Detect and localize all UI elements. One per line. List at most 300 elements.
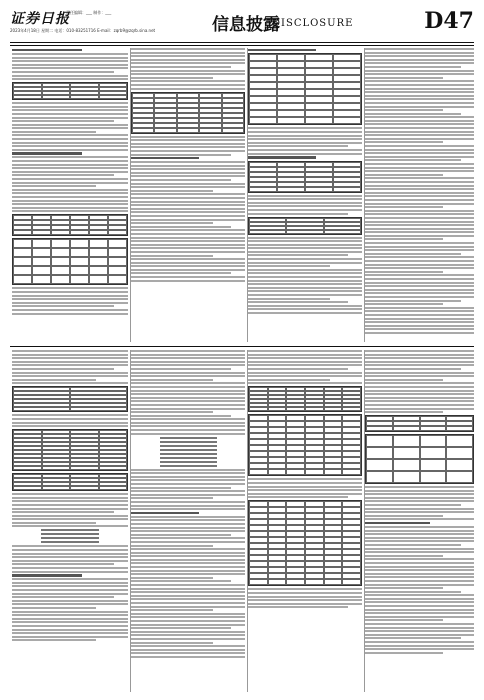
table-cell (446, 459, 473, 471)
text-line (365, 569, 474, 571)
text-line (365, 203, 474, 205)
table-cell (286, 230, 323, 234)
table-cell (305, 54, 333, 61)
text-line (12, 302, 128, 304)
text-line (12, 422, 128, 424)
text-line (248, 209, 362, 211)
table-cell (108, 266, 127, 275)
text-line (365, 379, 443, 381)
text-line (131, 80, 245, 82)
text-line (365, 612, 474, 614)
table-cell (420, 435, 447, 447)
text-line (365, 530, 474, 532)
table-cell (13, 266, 32, 275)
middle-divider (10, 346, 474, 347)
table-cell (249, 187, 277, 192)
text-line (131, 602, 245, 604)
text-line (365, 619, 443, 621)
text-line (131, 201, 245, 203)
table-cell (324, 407, 343, 411)
text-line (131, 143, 245, 145)
text-line (248, 145, 348, 147)
table-cell (70, 257, 89, 266)
text-line (12, 578, 128, 580)
table-cell (13, 407, 70, 411)
text-line (365, 587, 443, 589)
table-cell (108, 239, 127, 248)
text-line (365, 591, 461, 593)
text-line (131, 150, 245, 152)
text-line (365, 540, 474, 542)
table-cell (13, 95, 42, 99)
text-line (131, 541, 245, 543)
text-line (131, 577, 213, 579)
text-line (131, 190, 213, 192)
text-line (248, 599, 362, 601)
text-line (365, 170, 474, 172)
table-cell (305, 89, 333, 96)
table-cell (277, 75, 305, 82)
text-line (12, 298, 128, 300)
text-line (131, 483, 245, 485)
text-line (131, 386, 245, 388)
table-cell (13, 275, 32, 284)
text-line (365, 533, 474, 535)
text-line (365, 188, 474, 190)
table-cell (333, 75, 361, 82)
text-line (365, 645, 474, 647)
text-line (365, 361, 474, 363)
text-line (131, 613, 245, 615)
formula-line (160, 441, 217, 443)
table-cell (420, 459, 447, 471)
header-rule-thin (10, 45, 474, 46)
text-line (365, 256, 474, 258)
text-line (12, 357, 128, 359)
text-line (365, 52, 474, 54)
text-line (248, 127, 362, 129)
text-line (365, 62, 474, 64)
text-line (365, 292, 474, 294)
text-line (131, 364, 245, 366)
table-cell (333, 61, 361, 68)
table-cell (305, 469, 324, 475)
text-line (131, 52, 245, 54)
text-line (365, 138, 474, 140)
article-top-col-2 (131, 48, 245, 342)
text-line (12, 60, 128, 62)
text-line (365, 156, 474, 158)
table-cell (277, 117, 305, 124)
text-line (12, 508, 128, 510)
text-line (365, 238, 443, 240)
table-cell (222, 128, 244, 133)
text-line (131, 548, 245, 550)
text-line (12, 203, 128, 205)
table-cell (333, 54, 361, 61)
text-line (365, 354, 474, 356)
text-line (12, 53, 128, 55)
table-cell (286, 469, 305, 475)
table-cell (13, 257, 32, 266)
text-line (12, 196, 128, 198)
text-line (131, 136, 245, 138)
text-line (131, 469, 245, 471)
text-line (12, 64, 128, 66)
article-top-col-4 (365, 48, 474, 342)
text-line (131, 233, 245, 235)
text-line (365, 113, 461, 115)
text-line (248, 202, 362, 204)
text-line (365, 260, 474, 262)
text-line (131, 418, 245, 420)
table-cell (277, 54, 305, 61)
text-line (131, 354, 245, 356)
text-line (12, 621, 128, 623)
table-cell (70, 466, 99, 470)
table-cell (277, 96, 305, 103)
table-cell (366, 426, 393, 431)
text-line (131, 397, 245, 399)
text-line (365, 123, 474, 125)
table-cell (393, 447, 420, 459)
text-line (248, 298, 330, 300)
column-divider (247, 350, 248, 692)
table-cell (13, 239, 32, 248)
table-cell (108, 248, 127, 257)
text-line (12, 560, 128, 562)
table-cell (277, 103, 305, 110)
text-line (365, 300, 461, 302)
table-cell (324, 469, 343, 475)
column-divider (130, 48, 131, 342)
text-line (248, 240, 362, 242)
text-line (248, 294, 362, 296)
text-line (365, 177, 474, 179)
text-line (248, 280, 362, 282)
text-line (131, 490, 245, 492)
text-line (365, 274, 474, 276)
text-line (131, 472, 245, 474)
text-line (12, 185, 96, 187)
table-cell (51, 266, 70, 275)
text-line (365, 504, 461, 506)
table-cell (89, 275, 108, 284)
table-cell (108, 257, 127, 266)
table-cell (393, 426, 420, 431)
table-cell (268, 579, 287, 585)
article-bottom-col-2 (131, 350, 245, 692)
section-heading-line (248, 156, 316, 158)
column-divider (364, 48, 365, 342)
text-line (131, 415, 231, 417)
text-line (365, 149, 474, 151)
text-line (248, 354, 362, 356)
text-line (131, 280, 245, 282)
table-cell (108, 275, 127, 284)
text-line (131, 645, 245, 647)
text-line (131, 393, 245, 395)
text-line (248, 382, 362, 384)
text-line (248, 592, 362, 594)
text-line (248, 247, 362, 249)
text-line (12, 142, 128, 144)
section-heading-line (12, 574, 82, 576)
text-line (365, 393, 474, 395)
text-line (12, 382, 128, 384)
text-line (12, 131, 96, 133)
table-cell (393, 459, 420, 471)
text-line (365, 548, 474, 550)
table-cell (13, 466, 42, 470)
table-cell (89, 257, 108, 266)
text-line (365, 264, 474, 266)
text-line (131, 62, 245, 64)
text-line (248, 478, 362, 480)
text-line (131, 165, 245, 167)
text-line (12, 545, 128, 547)
table-cell (446, 426, 473, 431)
text-line (131, 183, 245, 185)
text-line (131, 545, 213, 547)
text-line (131, 606, 245, 608)
text-line (131, 620, 245, 622)
text-line (12, 425, 128, 427)
text-line (365, 637, 461, 639)
text-line (248, 272, 362, 274)
text-line (12, 106, 128, 108)
text-line (131, 390, 245, 392)
text-line (365, 109, 443, 111)
text-line (131, 534, 231, 536)
text-line (248, 301, 348, 303)
text-line (12, 515, 128, 517)
text-line (365, 174, 443, 176)
text-line (12, 313, 128, 315)
text-line (131, 251, 245, 253)
text-line (12, 113, 128, 115)
table-cell (277, 110, 305, 117)
text-line (131, 226, 231, 228)
text-line (131, 656, 245, 658)
text-line (365, 634, 474, 636)
text-line (248, 606, 348, 608)
text-line (365, 390, 474, 392)
date-contact-line (10, 28, 155, 34)
table-cell (51, 239, 70, 248)
text-line (365, 357, 474, 359)
text-line (365, 616, 474, 618)
text-line (365, 310, 474, 312)
text-line (365, 253, 461, 255)
text-line (365, 267, 474, 269)
text-line (365, 231, 474, 233)
text-line (248, 131, 362, 133)
data-table (248, 217, 362, 235)
text-line (365, 181, 474, 183)
text-line (12, 354, 128, 356)
table-cell (342, 469, 361, 475)
table-cell (89, 266, 108, 275)
text-line (365, 328, 474, 330)
text-line (365, 318, 474, 320)
text-line (365, 627, 474, 629)
text-line (131, 588, 245, 590)
text-line (12, 518, 128, 520)
text-line (131, 211, 245, 213)
text-line (248, 368, 348, 370)
table-cell (446, 447, 473, 459)
text-line (365, 508, 474, 510)
text-line (248, 312, 362, 314)
text-line (131, 215, 245, 217)
table-cell (305, 75, 333, 82)
text-line (248, 258, 362, 260)
text-line (365, 623, 474, 625)
text-line (365, 59, 474, 61)
table-cell (199, 128, 221, 133)
text-line (12, 618, 128, 620)
text-line (365, 70, 474, 72)
text-line (12, 287, 128, 289)
text-line (12, 210, 128, 212)
table-cell (177, 128, 199, 133)
section-heading-line (131, 157, 199, 159)
text-line (365, 375, 474, 377)
table-cell (324, 579, 343, 585)
table-cell (305, 68, 333, 75)
table-cell (32, 257, 51, 266)
text-line (131, 161, 245, 163)
text-line (131, 375, 245, 377)
text-line (12, 549, 128, 551)
table-cell (249, 117, 277, 124)
section-heading-line (365, 522, 430, 524)
text-line (365, 641, 474, 643)
text-line (131, 631, 245, 633)
text-line (131, 146, 245, 148)
text-line (365, 544, 461, 546)
text-line (248, 153, 362, 155)
text-line (12, 127, 128, 129)
text-line (365, 580, 474, 582)
table-cell (42, 95, 71, 99)
table-cell (305, 82, 333, 89)
text-line (12, 563, 114, 565)
text-line (131, 204, 245, 206)
text-line (12, 525, 128, 527)
text-line (365, 88, 474, 90)
text-line (131, 350, 245, 352)
text-line (365, 584, 474, 586)
table-cell (305, 61, 333, 68)
issue-date: 2023年4月18日 星期二 (10, 28, 54, 33)
text-line (12, 522, 96, 524)
table-cell (277, 61, 305, 68)
formula-line (41, 537, 99, 539)
table-cell (70, 486, 99, 490)
formula-line (160, 461, 217, 463)
text-line (365, 246, 474, 248)
text-line (365, 400, 474, 402)
table-cell (51, 230, 70, 235)
text-line (12, 67, 128, 69)
text-line (12, 200, 128, 202)
text-line (365, 102, 474, 104)
table-cell (277, 68, 305, 75)
text-line (365, 106, 474, 108)
text-line (12, 493, 128, 495)
table-cell (89, 248, 108, 257)
text-line (365, 576, 474, 578)
text-line (131, 501, 245, 503)
text-line (131, 552, 245, 554)
text-line (365, 163, 474, 165)
text-line (365, 609, 474, 611)
text-line (248, 486, 362, 488)
table-cell (70, 275, 89, 284)
article-bottom-col-1 (12, 350, 128, 692)
data-table (248, 414, 362, 476)
text-line (131, 505, 245, 507)
text-line (131, 638, 245, 640)
text-line (365, 630, 474, 632)
text-line (365, 91, 474, 93)
text-line (131, 222, 213, 224)
table-cell (305, 187, 333, 192)
table-cell (305, 96, 333, 103)
text-line (365, 598, 474, 600)
text-line (365, 537, 474, 539)
table-cell (305, 407, 324, 411)
text-line (365, 195, 474, 197)
table-cell (305, 579, 324, 585)
data-table (248, 386, 362, 412)
text-line (12, 171, 128, 173)
table-cell (333, 96, 361, 103)
text-line (12, 603, 128, 605)
text-line (131, 559, 245, 561)
section-heading-line (12, 49, 82, 51)
text-line (365, 325, 474, 327)
text-line (131, 566, 245, 568)
text-line (365, 152, 474, 154)
table-cell (277, 89, 305, 96)
text-line (131, 652, 245, 654)
text-line (131, 429, 245, 431)
text-line (131, 197, 245, 199)
text-line (365, 120, 474, 122)
text-line (131, 269, 245, 271)
text-line (365, 372, 474, 374)
text-line (365, 192, 474, 194)
data-table (12, 214, 128, 236)
text-line (131, 244, 245, 246)
table-cell (366, 435, 393, 447)
table-cell (70, 407, 127, 411)
table-cell (393, 435, 420, 447)
text-line (131, 530, 245, 532)
text-line (12, 607, 96, 609)
text-line (131, 172, 245, 174)
text-line (365, 249, 474, 251)
text-line (248, 379, 330, 381)
table-cell (366, 471, 393, 483)
text-line (131, 55, 245, 57)
text-line (365, 500, 474, 502)
text-line (12, 361, 128, 363)
text-line (365, 314, 474, 316)
